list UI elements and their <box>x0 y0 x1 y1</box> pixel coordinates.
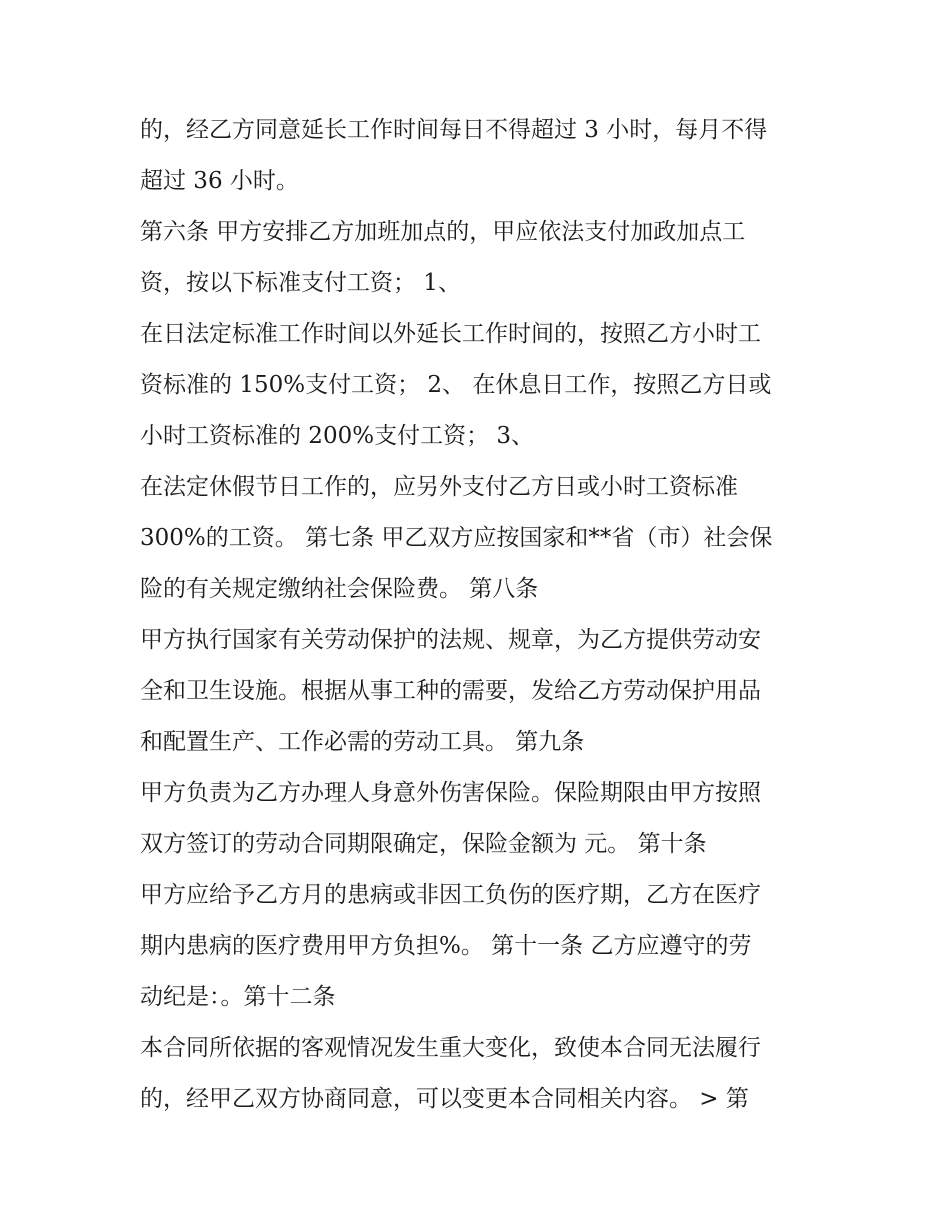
text-line: 甲方应给予乙方月的患病或非因工负伤的医疗期，乙方在医疗 <box>140 882 761 908</box>
text-line: 期内患病的医疗费用甲方负担%。 第十一条 乙方应遵守的劳 <box>140 933 752 959</box>
text-line: 第六条 甲方安排乙方加班加点的，甲应依法支付加政加点工 <box>140 219 746 245</box>
text-line: 资，按以下标准支付工资； 1、 <box>140 270 461 296</box>
text-line: 全和卫生设施。根据从事工种的需要，发给乙方劳动保护用品 <box>140 678 761 704</box>
document-body <box>140 105 820 1125</box>
text-line: 300%的工资。 第七条 甲乙双方应按国家和**省（市）社会保 <box>140 525 773 551</box>
text-line: 甲方负责为乙方办理人身意外伤害保险。保险期限由甲方按照 <box>140 780 761 806</box>
text-line: 超过 36 小时。 <box>140 168 299 194</box>
text-line: 在日法定标准工作时间以外延长工作时间的，按照乙方小时工 <box>140 321 761 347</box>
text-line: 资标准的 150%支付工资； 2、 在休息日工作，按照乙方日或 <box>140 372 772 398</box>
text-line: 甲方执行国家有关劳动保护的法规、规章，为乙方提供劳动安 <box>140 627 761 653</box>
text-line: 的，经甲乙双方协商同意，可以变更本合同相关内容。 > 第 <box>140 1086 749 1112</box>
text-line: 双方签订的劳动合同期限确定，保险金额为 元。 第十条 <box>140 831 707 857</box>
text-line: 的，经乙方同意延长工作时间每日不得超过 3 小时，每月不得 <box>140 117 768 143</box>
text-line: 和配置生产、工作必需的劳动工具。 第九条 <box>140 729 585 755</box>
text-line: 在法定休假节日工作的，应另外支付乙方日或小时工资标准 <box>140 474 738 500</box>
text-line: 险的有关规定缴纳社会保险费。 第八条 <box>140 576 539 602</box>
text-line: 小时工资标准的 200%支付工资； 3、 <box>140 423 535 449</box>
text-line: 本合同所依据的客观情况发生重大变化，致使本合同无法履行 <box>140 1035 761 1061</box>
text-line: 动纪是：。第十二条 <box>140 984 336 1010</box>
